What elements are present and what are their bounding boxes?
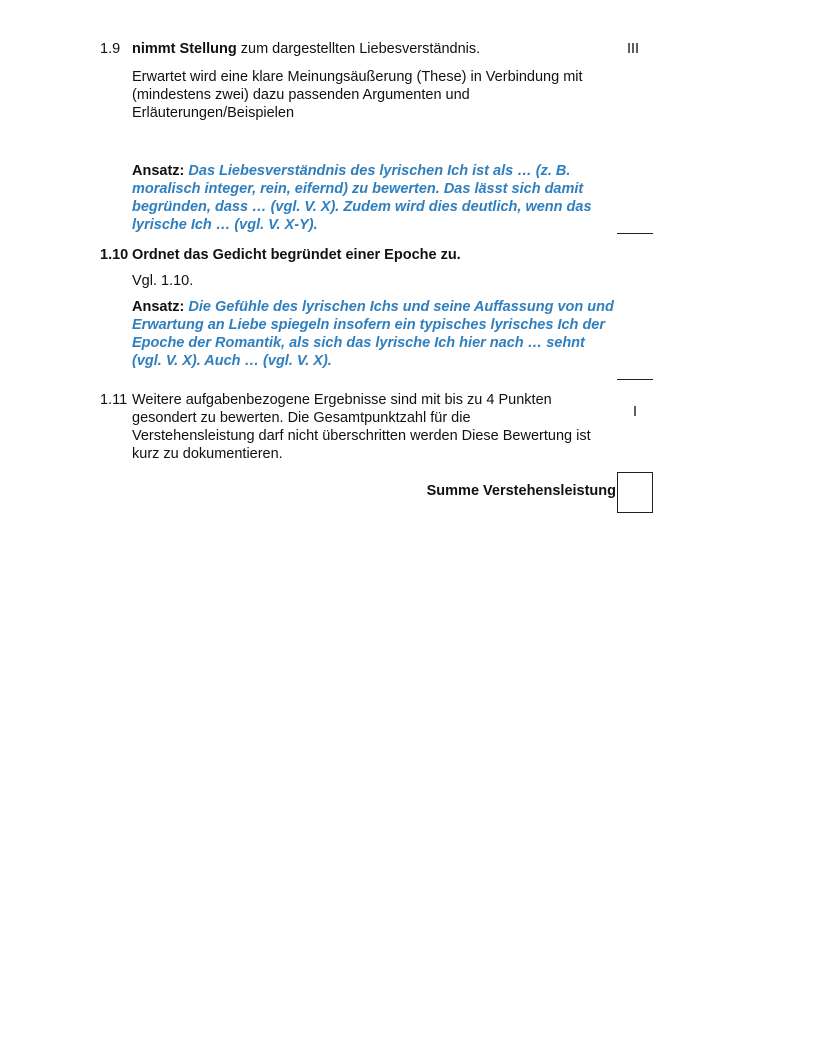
- item-text-1-11: Weitere aufgabenbezogene Ergebnisse sind mit bis zu 4 Punkten gesondert zu bewerten. Die Gesamtpunktzahl für die Verstehensleistung darf nicht überschritten werden Diese Bewertung ist kurz zu dokumentieren.: [132, 392, 591, 462]
- summary-label: Summe Verstehensleistung: [426, 483, 616, 499]
- ansatz-1-9: [132, 162, 617, 234]
- item-number-1-10: 1.10: [100, 247, 129, 263]
- ansatz-label-1-9: Ansatz:: [132, 163, 185, 179]
- score-line-1-10: [617, 379, 653, 380]
- item-number-1-9: 1.9: [100, 41, 121, 57]
- item-heading-bold-1-9: nimmt Stellung: [132, 41, 237, 57]
- ansatz-label-1-10: Ansatz:: [132, 299, 185, 315]
- item-heading-rest-1-9: zum dargestellten Liebesverständnis.: [236, 41, 481, 57]
- ansatz-text-1-9: Das Liebesverständnis des lyrischen Ich ist als … (z. B. moralisch integer, rein, eifernd) zu bewerten. Das lässt sich damit begründen, dass … (vgl. V. X). Zudem wird dies deutlich, wenn das lyrische Ich … (vgl. V. X-Y).: [132, 163, 592, 233]
- item-heading-1-9: [132, 40, 480, 58]
- item-number-1-11: 1.11: [100, 392, 128, 408]
- ansatz-1-10: [132, 298, 617, 370]
- reference-1-10: Vgl. 1.10.: [132, 273, 194, 289]
- score-level-1-9: III: [627, 41, 640, 57]
- summary-score-box: [617, 472, 653, 513]
- score-level-1-11: I: [633, 404, 638, 420]
- expectation-text-1-9: Erwartet wird eine klare Meinungsäußerung (These) in Verbindung mit (mindestens zwei) dazu passenden Argumenten und Erläuterungen/Beispielen: [132, 69, 583, 121]
- item-heading-1-10: Ordnet das Gedicht begründet einer Epoche zu.: [132, 247, 461, 263]
- score-line-1-9: [617, 233, 653, 234]
- ansatz-text-1-10: Die Gefühle des lyrischen Ichs und seine Auffassung von und Erwartung an Liebe spiegeln insofern ein typisches lyrisches Ich der Epoche der Romantik, als sich das lyrische Ich hier nach … sehnt (vgl. V. X). Auch … (vgl. V. X).: [132, 299, 614, 369]
